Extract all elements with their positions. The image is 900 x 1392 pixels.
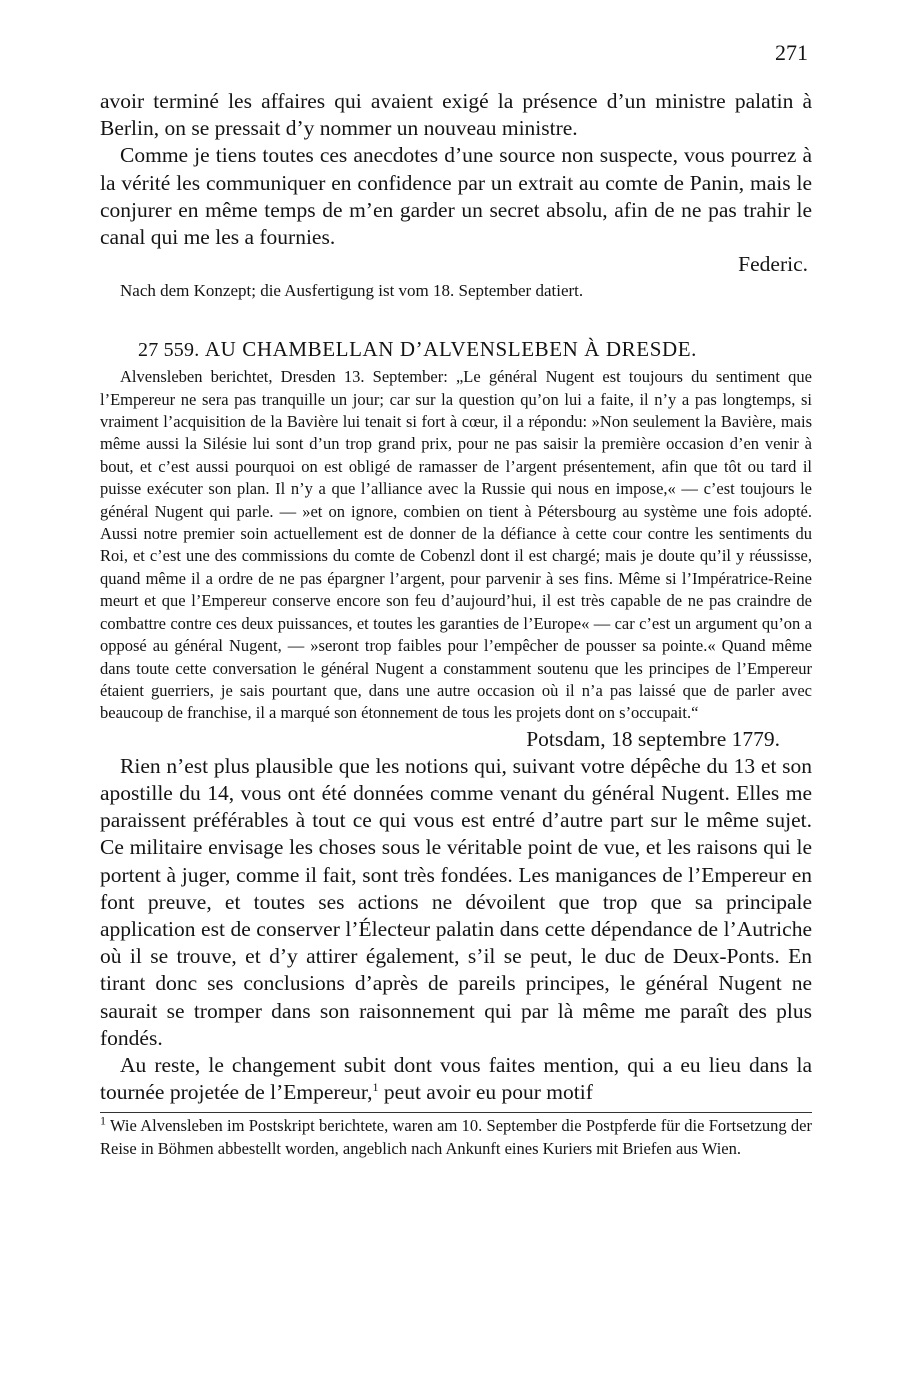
- report-text: Alvensleben berichtet, Dresden 13. September: „Le général Nugent est toujours du sentiment que l’Empereur ne sera pas tranquille un jour; car sur la question qu’on lui a faite, il n’y a pas longtemps, si vraiment l’acquisition de la Bavière lui tenait si fort à cœur, il a répondu: »Non seulement la Bavière, mais même aussi la Silésie lui sont d’un trop grand prix, pour ne pas saisir la première occasion d’en venir à bout, et c’est aussi pourquoi on est obligé de ramasser de l’argent présentement, afin que tôt ou tard il puisse exécuter son plan. Il n’y a que l’alliance avec la Russie qui nous en impose,« — c’est toujours le général Nugent qui parle. — »et on ignore, combien on tient à Pétersbourg au système une fois adopté. Aussi notre premier soin actuellement est de donner de la défiance à cette cour contre les sentiments du Roi, et c’est une des commissions du comte de Cobenzl dont il est chargé; mais je doute qu’il y réussisse, quand même il a ordre de ne pas épargner l’argent, pour parvenir à ses fins. Même si l’Impératrice-Reine meurt et que l’Empereur conserve encore son feu d’aujourd’hui, il est très capable de ne pas craindre de combattre contre ces deux puissances, et toutes les garanties de l’Europe« — car c’est un argument qu’on a opposé au général Nugent, — »seront trop faibles pour l’empêcher de pousser sa pointe.« Quand même dans toute cette conversation le général Nugent a constamment soutenu que les principes de l’Empereur étaient guerriers, je sais pourtant que, dans une autre occasion où il n’a pas laissé que de parler avec beaucoup de franchise, il a marqué son étonnement de tous les projets dont on s’occupait.“: [100, 367, 812, 723]
- footnote-reference[interactable]: 1: [372, 1080, 379, 1094]
- letter-heading: [138, 336, 812, 364]
- intro-paragraph-1: avoir terminé les affaires qui avaient exigé la présence d’un ministre palatin à Berlin, on se pressait d’y nommer un nouveau ministre.: [100, 89, 812, 141]
- page-body: [100, 88, 812, 1160]
- letter-paragraph-2-text: Au reste, le changement subit dont vous faites mention, qui a eu lieu dans la tournée projetée de l’Empereur,: [100, 1052, 812, 1105]
- letter-title: AU CHAMBELLAN D’ALVENSLEBEN À DRESDE.: [204, 337, 698, 362]
- letter-paragraph-1: Rien n’est plus plausible que les notions qui, suivant votre dépêche du 13 et son apostille du 14, vous ont été données comme venant du général Nugent. Elles me paraissent préférables à tout ce qui vous est entré d’autre part sur le même sujet. Ce militaire envisage les choses sous le véritable point de vue, et les raisons qui le portent à juger, comme il fait, sont très fondées. Les manigances de l’Empereur en font preuve, et toutes ses actions ne dévoilent que trop que sa principale application est de conserver l’Électeur palatin dans cette dépendance de l’Autriche où il se trouve, et d’y attirer également, s’il se peut, le duc de Deux-Ponts. En tirant donc ses conclusions d’après de pareils principes, le général Nugent ne saurait se tromper dans son raisonnement qui par là même me paraît des plus fondés.: [100, 753, 812, 1050]
- footnote-text: Wie Alvensleben im Postskript berichtete, waren am 10. September die Postpferde für die Fortsetzung der Reise in Böhmen abbestellt worden, angeblich nach Ankunft eines Kuriers mit Briefen aus Wien.: [100, 1116, 812, 1158]
- letter-body: [100, 753, 812, 1107]
- signature: Federic.: [738, 252, 808, 277]
- footnote-divider: [100, 1112, 812, 1113]
- intro-text: [100, 88, 812, 251]
- footnote: [100, 1115, 812, 1160]
- footnote-marker: 1: [100, 1113, 106, 1128]
- letter-number: 27 559.: [138, 339, 200, 362]
- report-summary: [100, 366, 812, 725]
- letter-date: Potsdam, 18 septembre 1779.: [526, 726, 780, 751]
- source-note: Nach dem Konzept; die Ausfertigung ist vom 18. September datiert.: [120, 281, 584, 301]
- letter-paragraph-2-continuation: peut avoir eu pour motif: [378, 1080, 593, 1105]
- page-number: 271: [775, 40, 808, 65]
- intro-paragraph-2: Comme je tiens toutes ces anecdotes d’une source non suspecte, vous pourrez à la vérité les communiquer en confidence par un extrait au comte de Panin, mais le conjurer en même temps de m’en garder un secret absolu, afin de ne pas trahir le canal qui me les a fournies.: [100, 143, 812, 250]
- letter-paragraph-2: [100, 1052, 812, 1106]
